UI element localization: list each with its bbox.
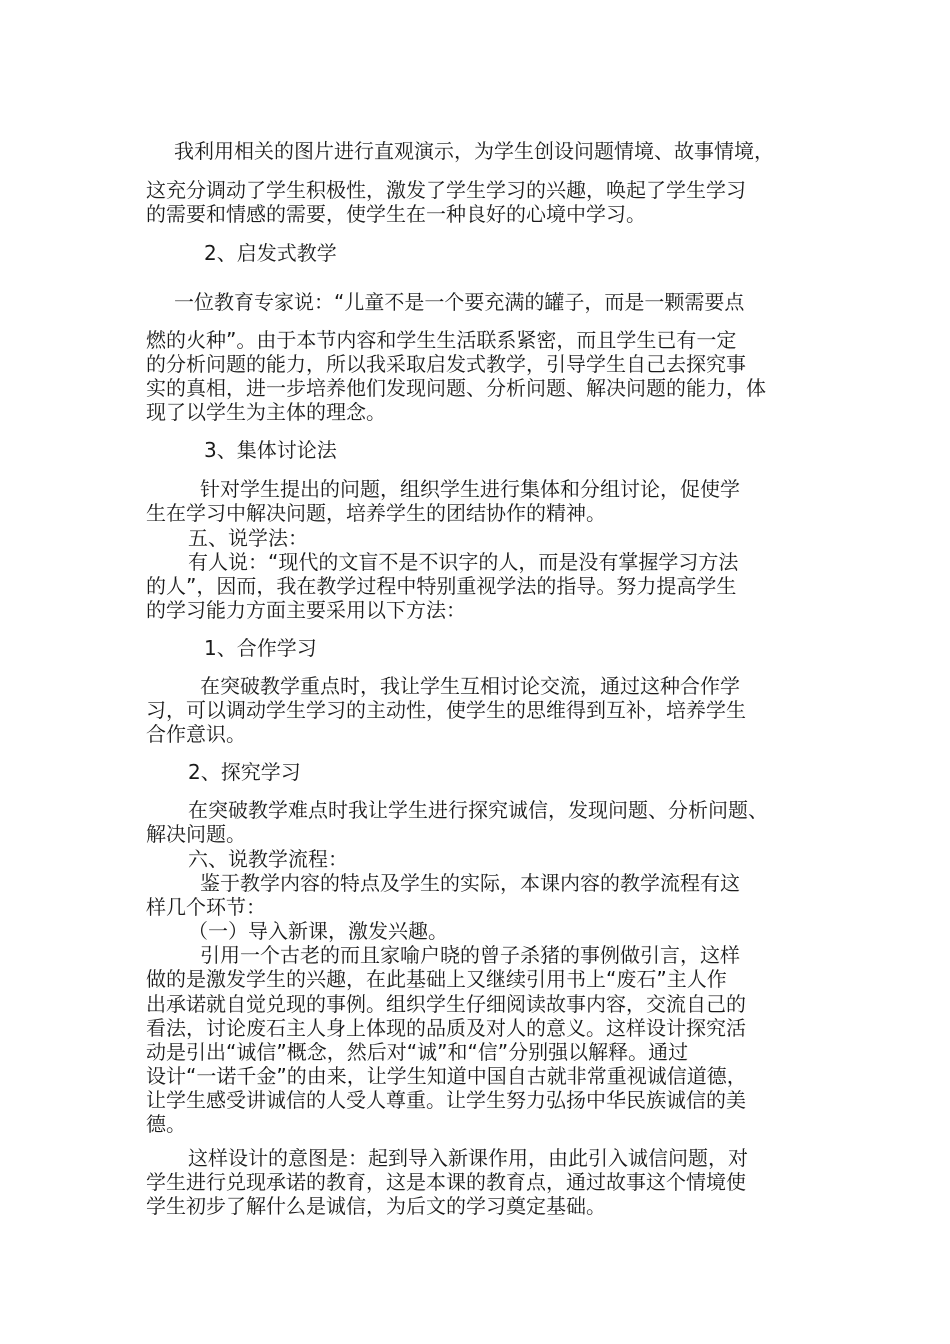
paragraph-line: 的需要和情感的需要，使学生在一种良好的心境中学习。: [146, 202, 646, 226]
paragraph-line: 样几个环节：: [146, 895, 266, 919]
section-heading: 1、合作学习: [204, 636, 317, 660]
paragraph-line: 燃的火种”。由于本节内容和学生生活联系紧密，而且学生已有一定: [146, 328, 737, 352]
paragraph-line: 解决问题。: [146, 822, 246, 846]
section-heading: 五、说学法：: [188, 526, 308, 550]
paragraph-line: 一位教育专家说：“儿童不是一个要充满的罐子，而是一颗需要点: [174, 290, 745, 314]
paragraph-line: 有人说：“现代的文盲不是不识字的人，而是没有掌握学习方法: [188, 550, 739, 574]
paragraph-line: 现了以学生为主体的理念。: [146, 400, 386, 424]
paragraph-line: 生在学习中解决问题，培养学生的团结协作的精神。: [146, 501, 606, 525]
paragraph-line: 学生进行兑现承诺的教育，这是本课的教育点，通过故事这个情境使: [146, 1170, 746, 1194]
paragraph-line: 看法，讨论废石主人身上体现的品质及对人的意义。这样设计探究活: [146, 1016, 746, 1040]
paragraph-line: 让学生感受讲诚信的人受人尊重。让学生努力弘扬中华民族诚信的美: [146, 1088, 746, 1112]
paragraph-line: 设计“一诺千金”的由来，让学生知道中国自古就非常重视诚信道德，: [146, 1064, 747, 1088]
paragraph-line: 这充分调动了学生积极性，激发了学生学习的兴趣，唤起了学生学习: [146, 178, 746, 202]
section-heading: 2、探究学习: [188, 760, 301, 784]
paragraph-line: 的人”，因而，我在教学过程中特别重视学法的指导。努力提高学生: [146, 574, 737, 598]
paragraph-line: 学生初步了解什么是诚信，为后文的学习奠定基础。: [146, 1194, 606, 1218]
paragraph-line: 动是引出“诚信”概念，然后对“诚”和“信”分别强以解释。通过: [146, 1040, 689, 1064]
paragraph-line: 鉴于教学内容的特点及学生的实际，本课内容的教学流程有这: [200, 871, 740, 895]
paragraph-line: 德。: [146, 1112, 186, 1136]
paragraph-line: 实的真相，进一步培养他们发现问题、分析问题、解决问题的能力，体: [146, 376, 766, 400]
section-heading: 3、集体讨论法: [204, 438, 337, 462]
paragraph-line: 引用一个古老的而且家喻户晓的曾子杀猪的事例做引言，这样: [200, 943, 740, 967]
section-heading: 六、说教学流程：: [188, 847, 348, 871]
paragraph-line: 出承诺就自觉兑现的事例。组织学生仔细阅读故事内容，交流自己的: [146, 992, 746, 1016]
paragraph-line: 针对学生提出的问题，组织学生进行集体和分组讨论，促使学: [200, 477, 740, 501]
paragraph-line: 这样设计的意图是：起到导入新课作用，由此引入诚信问题，对: [188, 1146, 748, 1170]
paragraph-line: 习，可以调动学生学习的主动性，使学生的思维得到互补，培养学生: [146, 698, 746, 722]
paragraph-line: 在突破教学难点时我让学生进行探究诚信，发现问题、分析问题、: [188, 798, 768, 822]
section-heading: 2、启发式教学: [204, 241, 337, 265]
paragraph-line: 做的是激发学生的兴趣，在此基础上又继续引用书上“废石”主人作: [146, 967, 727, 991]
paragraph-line: 的学习能力方面主要采用以下方法：: [146, 598, 466, 622]
paragraph-line: 的分析问题的能力，所以我采取启发式教学，引导学生自己去探究事: [146, 352, 746, 376]
section-heading: （一）导入新课，激发兴趣。: [188, 919, 448, 943]
paragraph-line: 合作意识。: [146, 722, 246, 746]
paragraph-line: 我利用相关的图片进行直观演示，为学生创设问题情境、故事情境，: [174, 139, 774, 163]
paragraph-line: 在突破教学重点时，我让学生互相讨论交流，通过这种合作学: [200, 674, 740, 698]
